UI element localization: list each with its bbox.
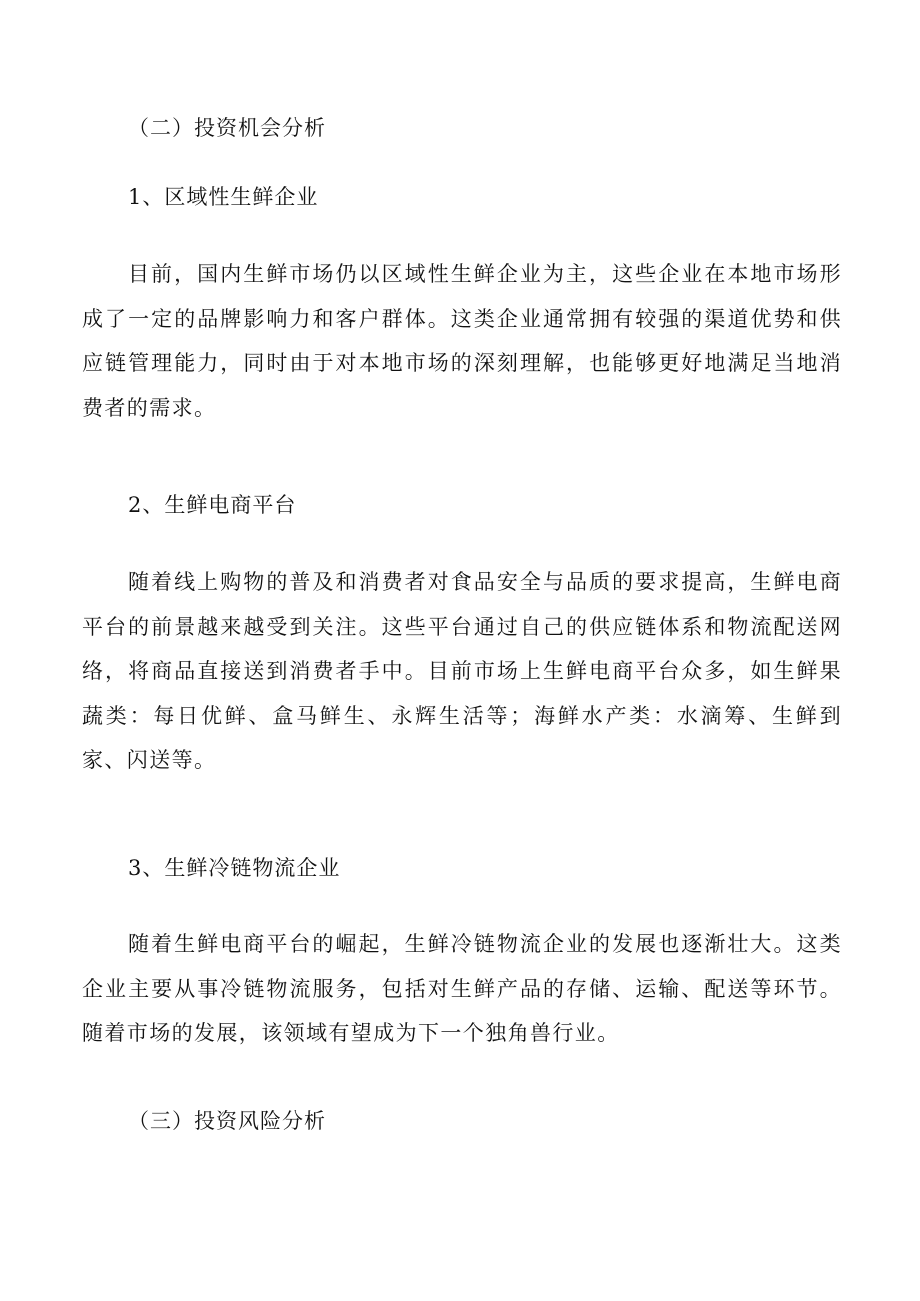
- item-heading-ecommerce-platforms: 2、生鲜电商平台: [128, 493, 297, 517]
- paragraph-regional-enterprises: 目前，国内生鲜市场仍以区域性生鲜企业为主，这些企业在本地市场形成了一定的品牌影响力和客户群体。这类企业通常拥有较强的渠道优势和供应链管理能力，同时由于对本地市场的深刻理解，也能够更好地满足当地消费者的需求。: [82, 262, 842, 420]
- paragraph-cold-chain-logistics: 随着生鲜电商平台的崛起，生鲜冷链物流企业的发展也逐渐壮大。这类企业主要从事冷链物流服务，包括对生鲜产品的存储、运输、配送等环节。随着市场的发展，该领域有望成为下一个独角兽行业。: [82, 932, 842, 1046]
- section-heading-investment-opportunity: （二）投资机会分析: [128, 116, 326, 140]
- section-heading-investment-risk: （三）投资风险分析: [128, 1109, 326, 1133]
- item-heading-cold-chain-logistics: 3、生鲜冷链物流企业: [128, 856, 341, 880]
- paragraph-ecommerce-platforms: 随着线上购物的普及和消费者对食品安全与品质的要求提高，生鲜电商平台的前景越来越受到关注。这些平台通过自己的供应链体系和物流配送网络，将商品直接送到消费者手中。目前市场上生鲜电商平台众多，如生鲜果蔬类：每日优鲜、盒马鲜生、永辉生活等；海鲜水产类：水滴筹、生鲜到家、闪送等。: [82, 570, 842, 773]
- item-heading-regional-enterprises: 1、区域性生鲜企业: [128, 185, 319, 209]
